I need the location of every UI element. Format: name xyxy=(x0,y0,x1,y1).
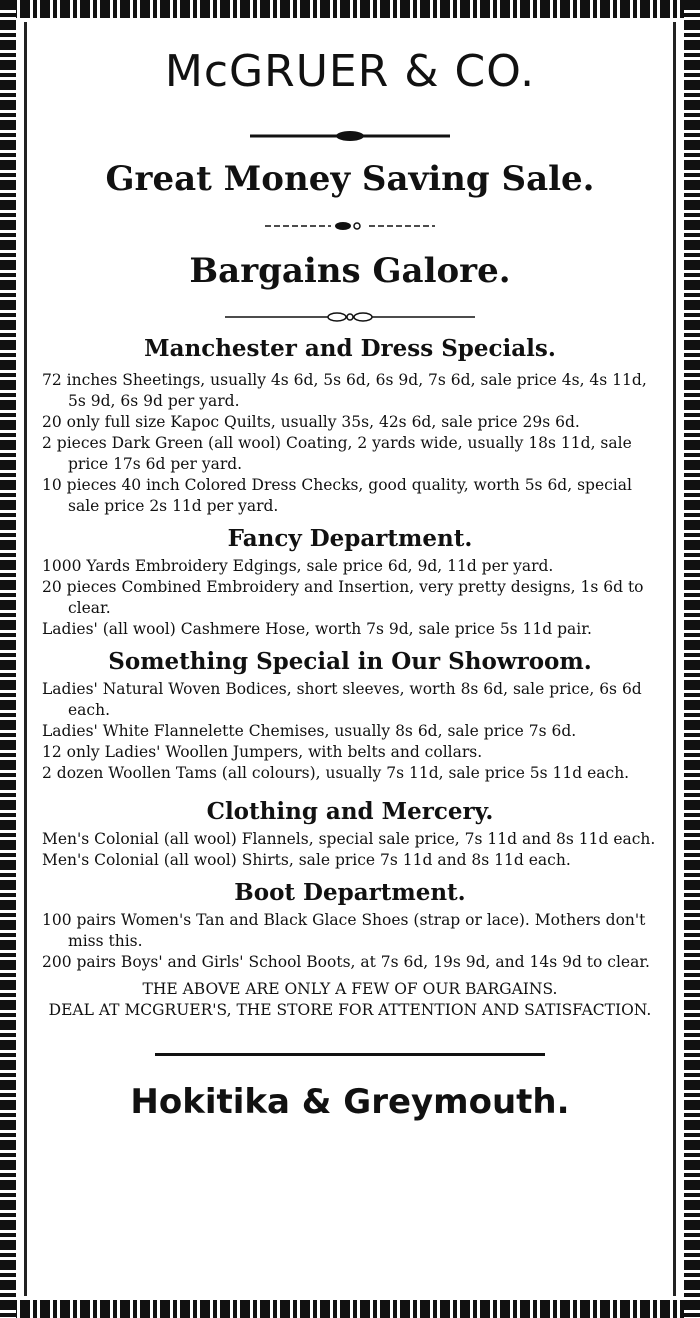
footer-rule xyxy=(155,1053,545,1056)
list-item: Ladies' White Flannelette Chemises, usually 8s 6d, sale price 7s 6d. xyxy=(42,722,577,740)
section-items xyxy=(40,679,660,784)
section-items xyxy=(40,556,660,640)
divider-ornament-3 xyxy=(225,309,475,325)
section-heading: Manchester and Dress Specials. xyxy=(144,335,556,362)
list-item: 200 pairs Boys' and Girls' School Boots, at 7s 6d, 19s 9d, and 14s 9d to clear. xyxy=(42,953,650,971)
section-heading: Fancy Department. xyxy=(227,525,473,552)
list-item: 1000 Yards Embroidery Edgings, sale price 6d, 9d, 11d per yard. xyxy=(42,557,554,575)
list-item: 20 only full size Kapoc Quilts, usually 35s, 42s 6d, sale price 29s 6d. xyxy=(42,413,580,431)
list-item: 20 pieces Combined Embroidery and Insertion, very pretty designs, 1s 6d to clear. xyxy=(42,578,644,617)
divider-ornament-2 xyxy=(265,217,435,235)
section-items xyxy=(40,910,660,973)
footer-locations: Hokitika & Greymouth. xyxy=(130,1082,570,1122)
advertisement xyxy=(40,26,660,1122)
list-item: Ladies' (all wool) Cashmere Hose, worth 7s 9d, sale price 5s 11d pair. xyxy=(42,620,592,638)
border-right xyxy=(684,0,700,1318)
section-heading: Something Special in Our Showroom. xyxy=(108,648,592,675)
subheadline: Bargains Galore. xyxy=(189,251,511,291)
list-item: 2 dozen Woollen Tams (all colours), usually 7s 11d, sale price 5s 11d each. xyxy=(42,764,630,782)
headline: Great Money Saving Sale. xyxy=(105,159,595,199)
section-items xyxy=(40,829,660,871)
section-items xyxy=(40,370,660,517)
list-item: 72 inches Sheetings, usually 4s 6d, 5s 6d, 6s 9d, 7s 6d, sale price 4s, 4s 11d, 5s 9d, 6s 9d per yard. xyxy=(42,371,647,410)
inner-rule-left xyxy=(24,22,27,1296)
list-item: 100 pairs Women's Tan and Black Glace Shoes (strap or lace). Mothers don't miss this. xyxy=(42,911,646,950)
divider-ornament-1 xyxy=(250,127,450,145)
section-heading: Clothing and Mercery. xyxy=(206,798,494,825)
list-item: Men's Colonial (all wool) Flannels, special sale price, 7s 11d and 8s 11d each. xyxy=(42,830,656,848)
list-item: Men's Colonial (all wool) Shirts, sale price 7s 11d and 8s 11d each. xyxy=(42,851,571,869)
list-item: 2 pieces Dark Green (all wool) Coating, 2 yards wide, usually 18s 11d, sale price 17s 6d per yard. xyxy=(42,434,632,473)
border-bottom xyxy=(0,1300,700,1318)
store-name: McGRUER & CO. xyxy=(164,46,536,97)
border-left xyxy=(0,0,16,1318)
list-item: 10 pieces 40 inch Colored Dress Checks, good quality, worth 5s 6d, special sale price 2s 11d per yard. xyxy=(42,476,632,515)
section-heading: Boot Department. xyxy=(234,879,466,906)
list-item: 12 only Ladies' Woollen Jumpers, with belts and collars. xyxy=(42,743,483,761)
inner-rule-right xyxy=(673,22,676,1296)
notice-line: THE ABOVE ARE ONLY A FEW OF OUR BARGAINS. xyxy=(142,980,558,998)
notice-line: DEAL AT MCGRUER'S, THE STORE FOR ATTENTION AND SATISFACTION. xyxy=(48,1001,652,1019)
list-item: Ladies' Natural Woven Bodices, short sleeves, worth 8s 6d, sale price, 6s 6d each. xyxy=(42,680,642,719)
closing-notice xyxy=(40,979,660,1021)
border-top xyxy=(0,0,700,18)
